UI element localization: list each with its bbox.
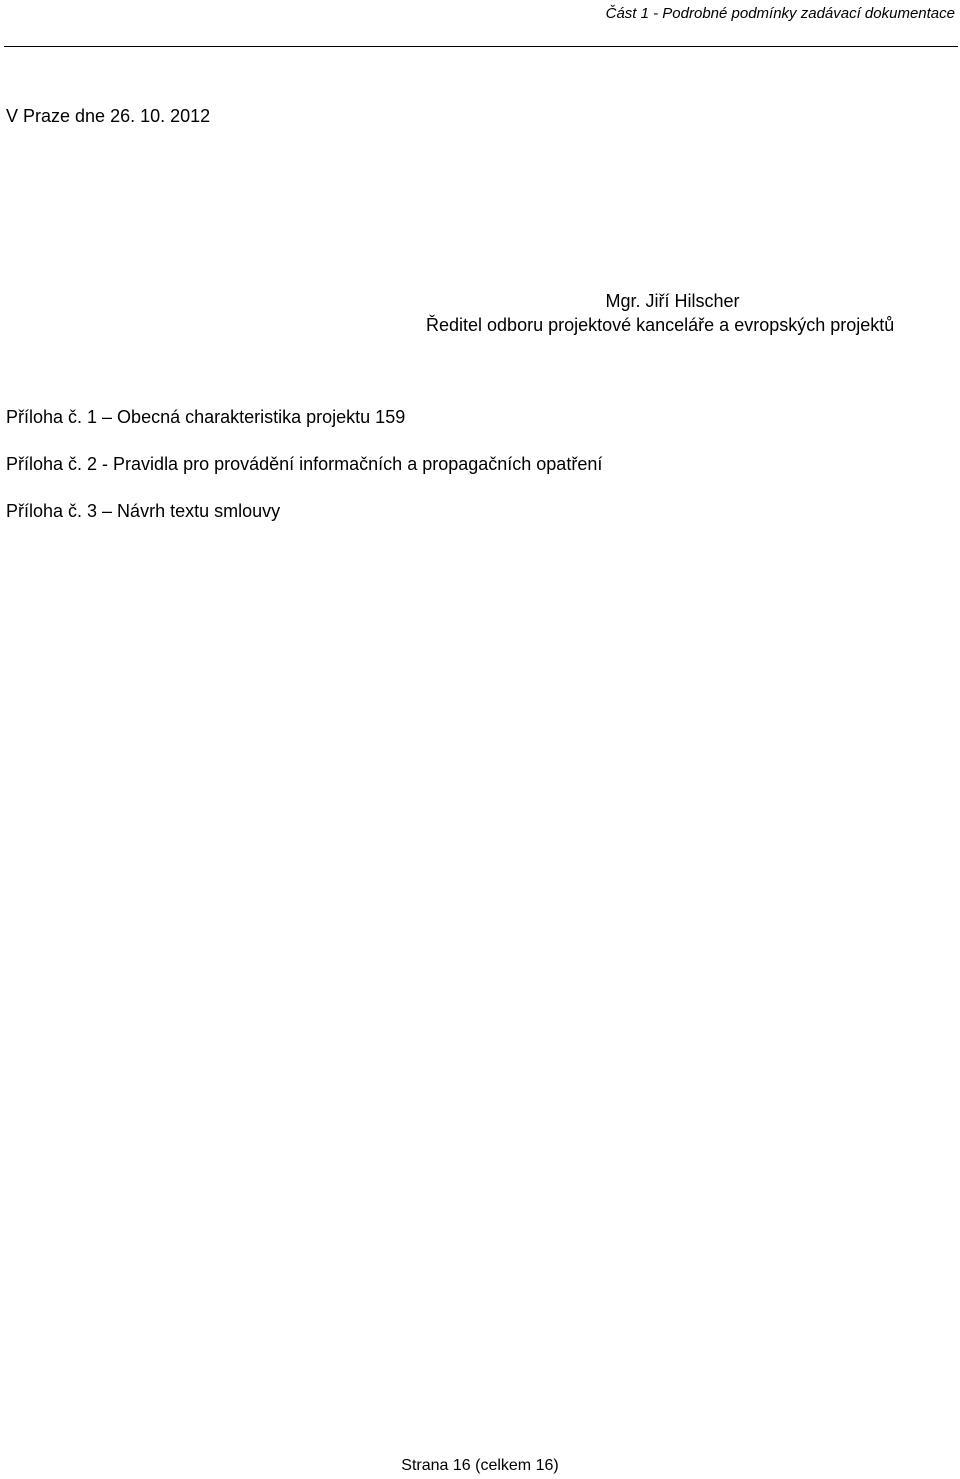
attachment-item-3: Příloha č. 3 – Návrh textu smlouvy	[6, 501, 281, 521]
attachment-item-2: Příloha č. 2 - Pravidla pro provádění informačních a propagačních opatření	[6, 454, 603, 474]
attachment-item-1: Příloha č. 1 – Obecná charakteristika projektu 159	[6, 407, 406, 427]
header-divider	[4, 46, 958, 47]
signatory-position: Ředitel odboru projektové kanceláře a evropských projektů	[426, 315, 895, 335]
signatory-name: Mgr. Jiří Hilscher	[605, 291, 740, 311]
page-number-footer: Strana 16 (celkem 16)	[401, 1457, 559, 1474]
attachments-list	[6, 406, 602, 547]
signature-block	[426, 290, 946, 338]
document-header-title: Část 1 - Podrobné podmínky zadávací dokumentace	[605, 5, 955, 22]
date-place-line: V Praze dne 26. 10. 2012	[6, 106, 211, 126]
